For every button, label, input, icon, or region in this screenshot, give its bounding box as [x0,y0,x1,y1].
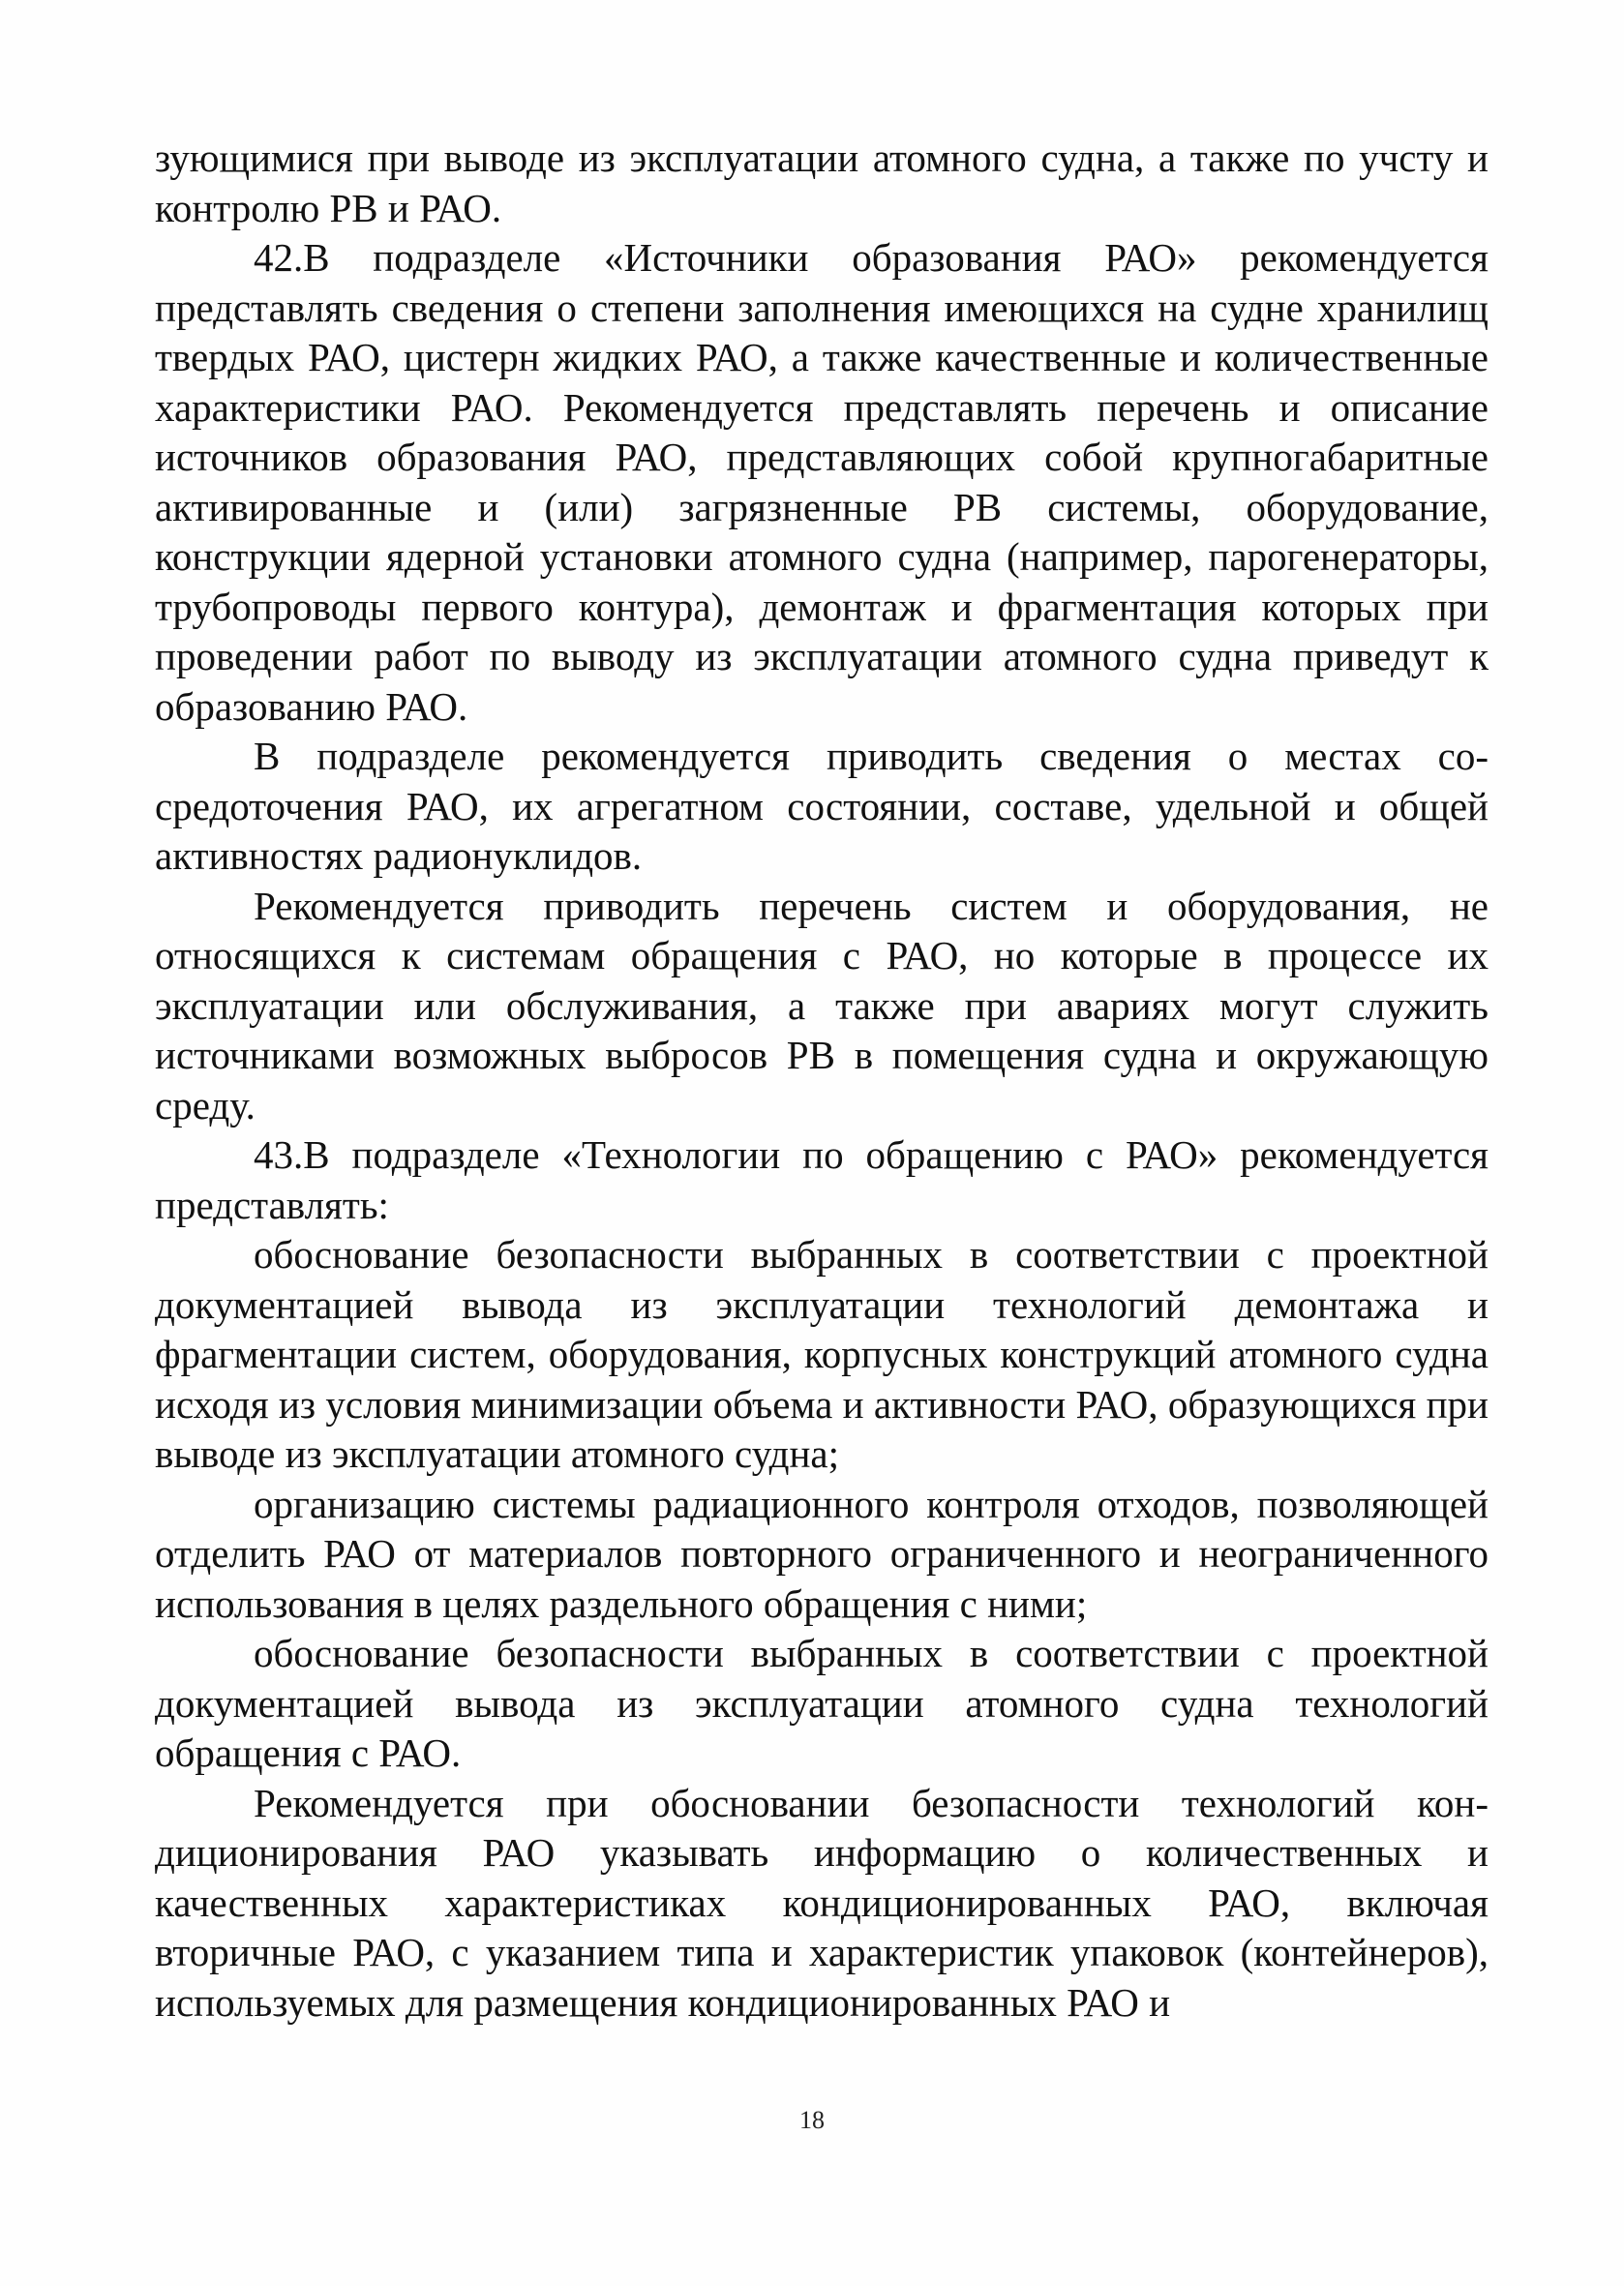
paragraph-42: 42.В подразделе «Источники образования РАО» рекомендуется представлять сведения о степени заполнения имеющихся на судне хранилищ твердых РАО, цистерн жидких РАО, а также качественные и количественные характеристики РАО. Рекомендуется представлять перечень и описание источников образования РАО, представляющих собой крупногабаритные активированные и (или) загрязненные РВ системы, оборудование, конструкции ядерной установки атомного судна (например, парогенераторы, трубопроводы первого контура), демонтаж и фрагментация которых при проведении работ по выводу из эксплуатации атомного судна приведут к образованию РАО. [155,235,1489,729]
paragraph-rao-locations: В подразделе рекомендуется приводить сведения о местах сосредоточения РАО, их агрегатном состоянии, составе, удельной и общей активностях радионуклидов. [155,734,1489,878]
paragraph-item-rao-handling: обоснование безопасности выбранных в соответствии с проектной документацией вывода из эксплуатации атомного судна технологий обращения с РАО. [155,1631,1489,1775]
paragraph-systems-list: Рекомендуется приводить перечень систем и оборудования, не относящихся к системам обращения с РАО, но которые в процессе их эксплуатации или обслуживания, а также при авариях могут служить источниками возможных выбросов РВ в помещения судна и окружающую среду. [155,883,1489,1128]
paragraph-43: 43.В подразделе «Технологии по обращению с РАО» рекомендуется представлять: [155,1132,1489,1227]
document-body [155,134,1489,2028]
paragraph-continuation: зующимися при выводе из эксплуатации атомного судна, а также по учсту и контролю РВ и РАО. [155,135,1489,230]
page-number: 18 [799,2106,825,2134]
paragraph-item-radiation-control: организацию системы радиационного контроля отходов, позволяющей отделить РАО от материалов повторного ограниченного и неограниченного использования в целях раздельного обращения с ними; [155,1481,1489,1626]
paragraph-item-dismantling: обоснование безопасности выбранных в соответствии с проектной документацией вывода из эксплуатации технологий демонтажа и фрагментации систем, оборудования, корпусных конструкций атомного судна исходя из условия минимизации объема и активности РАО, образующихся при выводе из эксплуатации атомного судна; [155,1232,1489,1476]
paragraph-conditioning: Рекомендуется при обосновании безопасности технологий кондиционирования РАО указывать информацию о количественных и качественных характеристиках кондиционированных РАО, включая вторичные РАО, с указанием типа и характеристик упаковок (контейнеров), используемых для размещения кондиционированных РАО и [155,1780,1489,2025]
